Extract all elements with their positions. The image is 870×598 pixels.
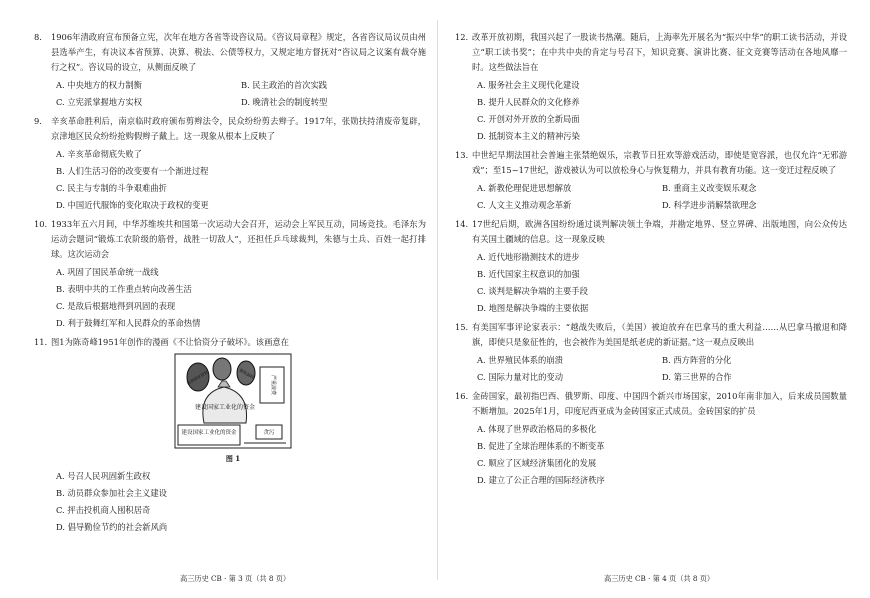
question-number: 11.: [34, 337, 48, 347]
question-number: 16.: [455, 391, 469, 401]
options-list: [56, 77, 426, 111]
option-choice: D. 中国近代服饰的变化取决于政权的变更: [56, 200, 209, 210]
option-choice: D. 科学进步消解禁欲理念: [662, 200, 757, 210]
question-text: 图1为陈奇峰1951年创作的漫画《不让恰资分子破坏》。该画意在: [51, 337, 289, 347]
options-list: [477, 249, 847, 317]
option-choice: D. 建立了公正合理的国际经济秩序: [477, 475, 605, 485]
figure-label: 建设国家工业化的资金: [181, 430, 237, 436]
question-text: 辛亥革命胜利后，南京临时政府颁布剪辫法令，民众纷纷剪去辫子。1917年，张勋扶持清废帝复辟，京津地区民众纷纷抢购假辫子戴上。这一现象从根本上反映了: [51, 116, 426, 141]
option-choice: C. 立宪派掌握地方实权: [56, 97, 142, 107]
option-choice: A. 新教伦理促进思想解放: [477, 183, 572, 193]
option-choice: B. 表明中共的工作重点转向改善生活: [56, 284, 192, 294]
option-choice: B. 西方阵营的分化: [662, 355, 732, 365]
figure-label: 严重浪费: [270, 374, 276, 396]
options-row: [477, 77, 847, 94]
option-choice: A. 巩固了国民革命统一战线: [56, 267, 159, 277]
options-row: [477, 197, 847, 214]
figure-label: 盗窃国家资财: [185, 369, 209, 386]
options-row: [477, 283, 847, 300]
option-choice: C. 顺应了区域经济集团化的发展: [477, 458, 597, 468]
question-text: 1906年清政府宣布预备立宪，次年在地方各省等设咨议局。《咨议局章程》规定，各省咨议局议员由州县选举产生，有决议本省预算、决算、税法、公债等权力，又规定地方督抚对“咨议局之议案有裁夺施行之权”。咨议局的设立，从侧面反映了: [51, 32, 426, 72]
options-row: [56, 94, 426, 111]
options-row: [477, 128, 847, 145]
question-stem: [34, 114, 426, 144]
options-list: [56, 264, 426, 332]
option-choice: B. 动员群众参加社会主义建设: [56, 488, 167, 498]
figure-label: 建设国家工业化的资金: [194, 404, 256, 411]
options-row: [56, 197, 426, 214]
options-row: [56, 485, 426, 502]
option-choice: D. 倡导勤俭节约的社会新风尚: [56, 522, 168, 532]
option-choice: A. 辛亥革命彻底失败了: [56, 149, 142, 159]
cartoon-figure: [174, 353, 292, 449]
question-number: 9.: [34, 116, 42, 126]
question-text: 17世纪后期，欧洲各国纷纷通过谈判解决领土争端，并勘定地界、竖立界碑、出版地图，向公众传达有关国土疆域的信息。这一现象反映: [472, 219, 847, 244]
options-row: [477, 249, 847, 266]
options-row: [477, 266, 847, 283]
options-row: [477, 421, 847, 438]
option-choice: C. 人文主义推动观念革新: [477, 200, 572, 210]
option-choice: A. 号召人民巩固新生政权: [56, 471, 151, 481]
question-text: 金砖国家，最初指巴西、俄罗斯、印度、中国四个新兴市场国家，2010年南非加入，后来成员国数量不断增加。2025年1月，印度尼西亚成为金砖国家正式成员。金砖国家的扩员: [472, 391, 847, 416]
question-block: [34, 335, 426, 536]
question-block: [34, 30, 426, 111]
question-number: 14.: [455, 219, 469, 229]
options-row: [56, 315, 426, 332]
option-choice: D. 第三世界的合作: [662, 372, 732, 382]
question-number: 10.: [34, 219, 48, 229]
grabbing-figure-center: [213, 358, 231, 380]
option-choice: D. 地图是解决争端的主要依据: [477, 303, 589, 313]
option-choice: A. 服务社会主义现代化建设: [477, 80, 580, 90]
question-block: [455, 30, 847, 145]
option-choice: B. 促进了全球治理体系的不断变革: [477, 441, 605, 451]
option-choice: C. 谈判是解决争端的主要手段: [477, 286, 588, 296]
option-choice: A. 中央地方的权力制衡: [56, 80, 142, 90]
question-stem: [455, 320, 847, 350]
question-stem: [455, 217, 847, 247]
right-column: [455, 30, 847, 492]
options-row: [477, 300, 847, 317]
option-choice: D. 利于鼓舞红军和人民群众的革命热情: [56, 318, 201, 328]
question-block: [455, 148, 847, 214]
options-list: [477, 421, 847, 489]
options-list: [477, 77, 847, 145]
question-text: 1933年五六月间，中华苏维埃共和国第一次运动大会召开，运动会上军民互动，同场竞技。毛泽东为运动会题词“锻炼工农阶级的筋骨，战胜一切敌人”，还担任乒乓球裁判，朱德与士兵、百姓一起打排球。这次运动会: [51, 219, 426, 259]
left-column: [34, 30, 426, 539]
question-number: 15.: [455, 322, 469, 332]
page-footer-right: 高三历史 CB · 第 4 页（共 8 页）: [604, 574, 715, 583]
option-choice: B. 提升人民群众的文化修养: [477, 97, 580, 107]
options-row: [56, 502, 426, 519]
question-stem: [34, 30, 426, 75]
options-row: [56, 180, 426, 197]
figure-1: [174, 353, 292, 466]
options-row: [477, 180, 847, 197]
options-row: [56, 146, 426, 163]
options-list: [56, 468, 426, 536]
figure-label: 贪污: [263, 430, 275, 436]
question-stem: [455, 148, 847, 178]
option-choice: A. 体现了世界政治格局的多极化: [477, 424, 597, 434]
question-block: [455, 320, 847, 386]
options-row: [56, 163, 426, 180]
options-row: [56, 519, 426, 536]
options-row: [56, 264, 426, 281]
option-choice: A. 世界殖民体系的崩溃: [477, 355, 563, 365]
question-number: 13.: [455, 150, 469, 160]
page-footer-left: 高三历史 CB · 第 3 页（共 8 页）: [180, 574, 291, 583]
figure-caption: 图 1: [225, 454, 241, 463]
question-stem: [455, 389, 847, 419]
option-choice: C. 是敌后根据地得到巩固的表现: [56, 301, 176, 311]
question-stem: [455, 30, 847, 75]
option-choice: D. 抵制资本主义的精神污染: [477, 131, 580, 141]
options-row: [56, 281, 426, 298]
options-row: [477, 438, 847, 455]
figure-label: 偷税漏税: [238, 367, 255, 380]
option-choice: B. 重商主义改变娱乐观念: [662, 183, 757, 193]
question-block: [34, 217, 426, 332]
option-choice: B. 民主政治的首次实践: [241, 80, 328, 90]
question-block: [34, 114, 426, 214]
options-row: [56, 468, 426, 485]
options-row: [56, 298, 426, 315]
question-text: 中世纪早期法国社会普遍主张禁绝娱乐，宗教节日狂欢等游戏活动，即使是宽容派，也仅允许“无邪游戏”；至15~17世纪，游戏被认为可以放松身心与恢复精力，并具有教育功能。这一变迁过程反映了: [472, 150, 847, 175]
options-list: [56, 146, 426, 214]
options-row: [477, 472, 847, 489]
column-divider: [437, 20, 438, 580]
question-stem: [34, 335, 426, 350]
option-choice: C. 国际力量对比的变动: [477, 372, 563, 382]
option-choice: B. 近代国家主权意识的加强: [477, 269, 580, 279]
options-row: [56, 77, 426, 94]
option-choice: A. 近代地形勘测技术的进步: [477, 252, 580, 262]
options-row: [477, 111, 847, 128]
options-row: [477, 94, 847, 111]
question-block: [455, 389, 847, 489]
option-choice: C. 抨击投机商人囤积居奇: [56, 505, 151, 515]
question-number: 12.: [455, 32, 469, 42]
option-choice: D. 晚清社会的制度转型: [241, 97, 328, 107]
options-row: [477, 352, 847, 369]
options-list: [477, 352, 847, 386]
option-choice: C. 开创对外开放的全新局面: [477, 114, 580, 124]
option-choice: C. 民主与专制的斗争艰难曲折: [56, 183, 167, 193]
options-row: [477, 369, 847, 386]
option-choice: B. 人们生活习俗的改变要有一个渐进过程: [56, 166, 209, 176]
question-block: [455, 217, 847, 317]
options-row: [477, 455, 847, 472]
options-list: [477, 180, 847, 214]
question-text: 有美国军事评论家表示：“越战失败后，（美国）被迫放弃在巴拿马的重大利益……从巴拿马撤退和降旗，即使只是象征性的，也会被作为美国是纸老虎的新证据。”这一观点反映出: [472, 322, 847, 347]
question-number: 8.: [34, 32, 42, 42]
question-stem: [34, 217, 426, 262]
question-text: 改革开放初期，我国兴起了一股读书热潮。随后，上海率先开展名为“振兴中华”的职工读书活动，并设立“职工读书奖”；在中共中央的肯定与号召下，知识竞赛、演讲比赛、征文竞赛等活动在各地风靡一时。这些做法旨在: [472, 32, 847, 72]
